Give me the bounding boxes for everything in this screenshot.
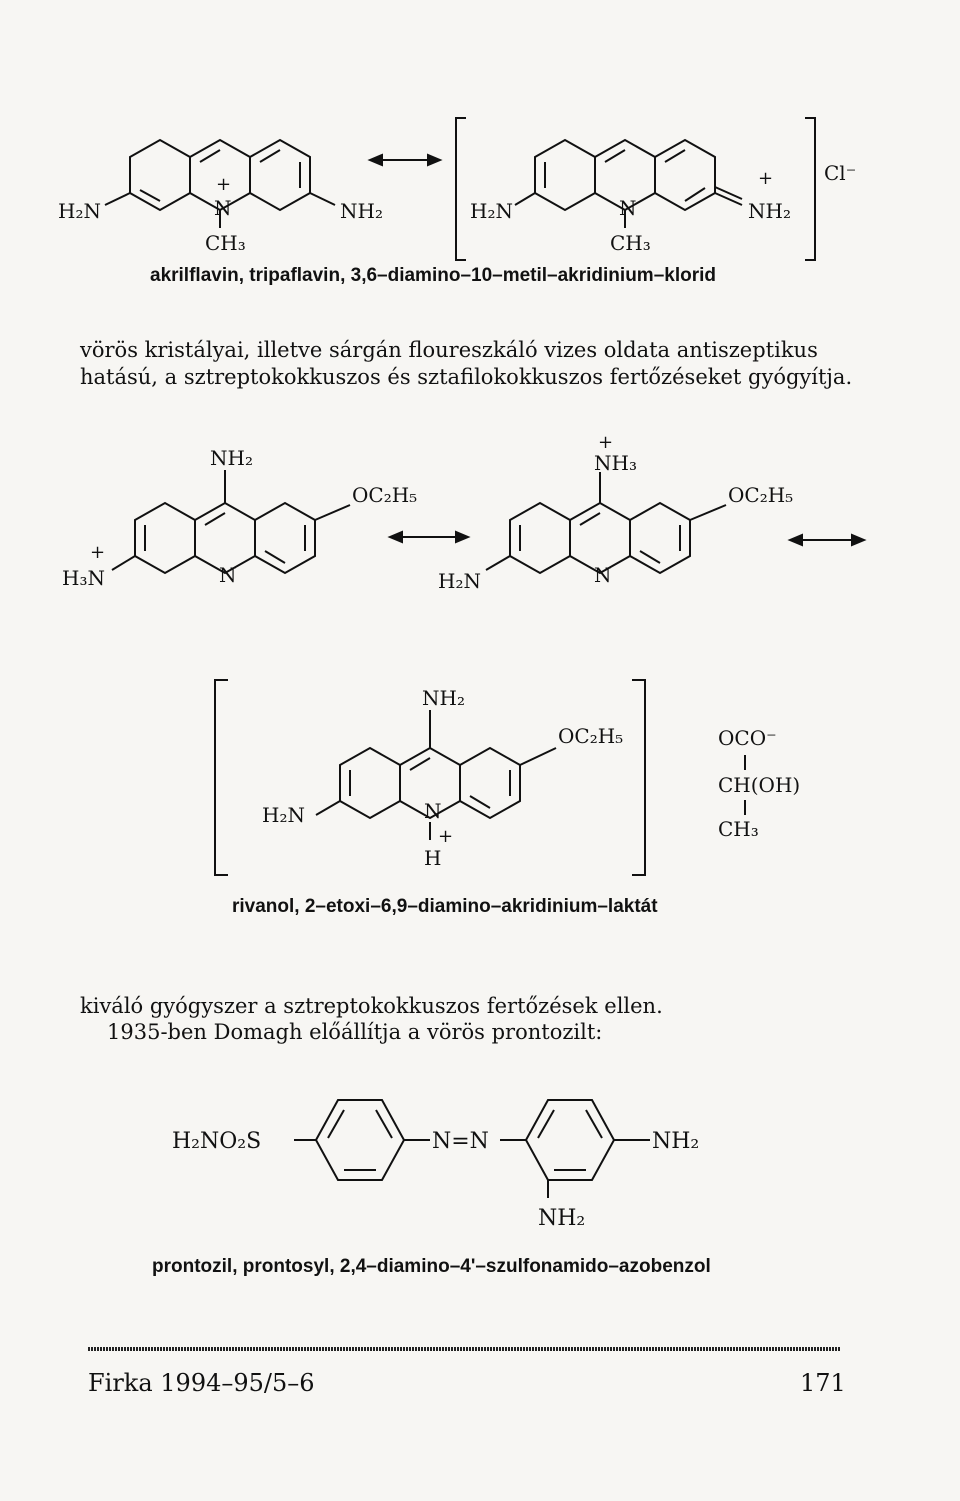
rivanol-resonance-structures [0,430,960,610]
paragraph-1-line-1: vörös kristályai, illetve sárgán floureszkáló vizes oldata antiszeptikus [80,338,818,362]
label-sulfonamide: H₂NO₂S [172,1129,262,1154]
label-n: N [619,196,637,220]
label-h2n: H₂N [58,199,101,223]
caption-rivanol: rivanol, 2–etoxi–6,9–diamino–akridinium–laktát [232,896,658,917]
label-nh2: NH₂ [652,1129,700,1154]
paragraph-2-line-1: kiváló gyógyszer a sztreptokokkuszos fertőzések ellen. [80,994,663,1018]
label-plus: + [438,826,454,847]
label-nh2: NH₂ [422,686,465,710]
caption-prontozil: prontozil, prontosyl, 2,4–diamino–4'–szulfonamido–azobenzol [152,1256,711,1277]
label-ch3: CH₃ [205,231,246,255]
bracket-left [456,118,466,260]
label-h2n: H₂N [470,199,513,223]
label-oc2h5: OC₂H₅ [728,483,794,507]
label-ch3: CH₃ [718,817,759,841]
label-n: N [219,563,237,587]
resonance-arrow [390,532,468,542]
label-chloride: Cl⁻ [824,161,857,185]
footer-divider [88,1347,840,1351]
paragraph-1-line-2: hatású, a sztreptokokkuszos és sztafilokokkuszos fertőzéseket gyógyítja. [80,365,853,389]
rivanol-lactate-structure [0,670,960,890]
resonance-arrow [790,535,864,545]
label-nh2: NH₂ [748,199,791,223]
paragraph-2-line-2: 1935-ben Domagh előállítja a vörös prontozilt: [107,1020,603,1044]
label-nh2: NH₂ [210,446,253,470]
label-ch3: CH₃ [610,231,651,255]
label-nh2: NH₂ [340,199,383,223]
benzene-ring-left [316,1100,404,1180]
label-plus: + [758,168,774,189]
label-plus: + [90,542,106,563]
label-choh: CH(OH) [718,773,801,797]
page-number: 171 [800,1369,846,1397]
label-n: N [214,196,232,220]
label-carboxylate: OCO⁻ [718,726,777,750]
label-oc2h5: OC₂H₅ [352,483,418,507]
benzene-ring-right [526,1100,614,1180]
label-n: N [594,563,612,587]
bracket-left [215,680,228,875]
label-h3n: H₃N [62,566,105,590]
caption-akriflavin: akrilflavin, tripaflavin, 3,6–diamino–10–metil–akridinium–klorid [150,265,716,286]
acriflavine-structure [0,100,960,270]
bracket-right [805,118,815,260]
footer-journal: Firka 1994–95/5–6 [88,1369,315,1397]
label-plus: + [598,432,614,453]
prontosil-structure [0,1080,960,1260]
label-plus: + [216,174,232,195]
label-azo: N=N [432,1129,489,1154]
label-n: N [424,799,442,823]
label-nh2: NH₂ [538,1206,586,1231]
label-h2n: H₂N [438,569,481,593]
label-oc2h5: OC₂H₅ [558,724,624,748]
label-h: H [424,846,442,870]
bracket-right [632,680,645,875]
resonance-arrow [370,155,440,165]
ring-left-a [130,140,190,210]
label-h2n: H₂N [262,803,305,827]
label-nh3: NH₃ [594,451,637,475]
